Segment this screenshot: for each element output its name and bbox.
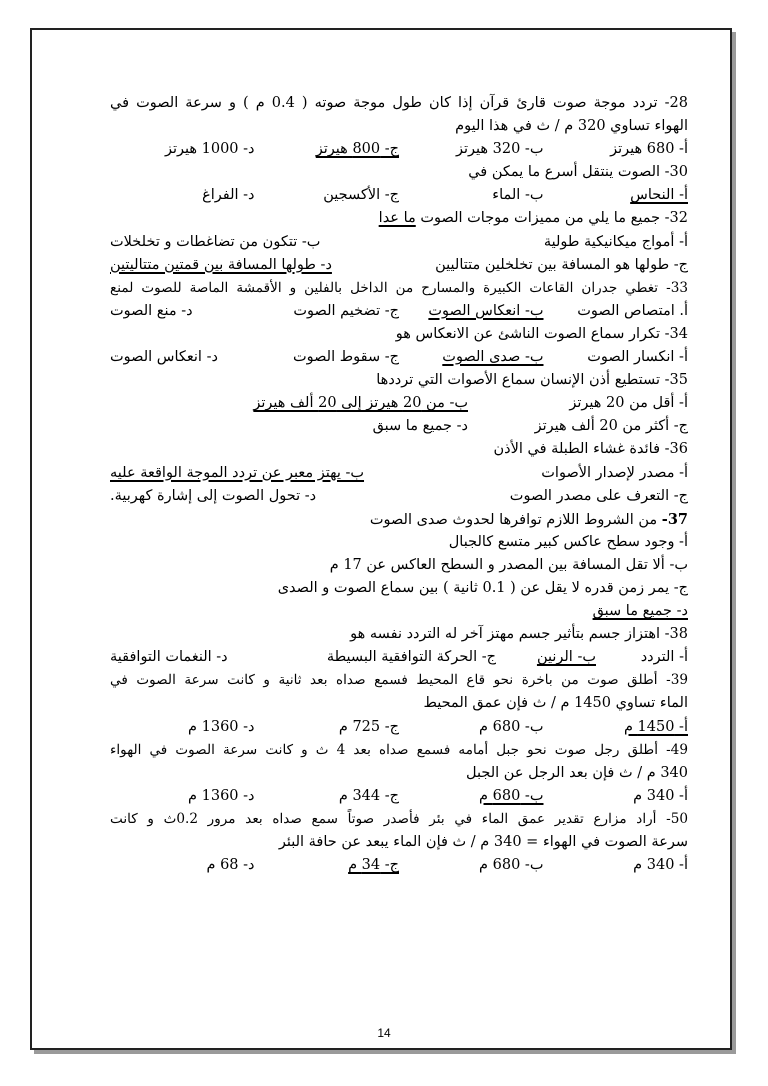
option-d: د- انعكاس الصوت [110, 349, 218, 366]
question-38-options [110, 646, 688, 669]
option-d-answer: د- طولها المسافة بين قمتين متتاليتين [110, 256, 332, 273]
option-d: د- جميع ما سبق [372, 418, 468, 435]
option-d-answer: د- جميع ما سبق [592, 603, 688, 620]
option-d: د- منع الصوت [110, 302, 193, 319]
option-a: أ- 340 م [633, 857, 688, 874]
question-39-text: 39- أطلق صوت من باخرة نحو قاع المحيط فسمع صداه بعد ثانية و كانت سرعة الصوت في [110, 672, 688, 689]
question-39-text-cont: الماء تساوي 1450 م / ث فإن عمق المحيط [423, 695, 688, 712]
question-28-options [110, 138, 688, 161]
question-38-text: 38- اهتزاز جسم بتأثير جسم مهتز آخر له التردد نفسه هو [350, 626, 688, 643]
option-a: أ. امتصاص الصوت [577, 302, 688, 319]
question-28-text: 28- تردد موجة صوت قارئ قرآن إذا كان طول موجة صوته ( 0.4 م ) و سرعة الصوت في [110, 95, 688, 111]
option-b: ب- 680 م [479, 857, 544, 874]
question-37-text: 37- من الشروط اللازم توافرها لحدوث صدى الصوت [369, 510, 688, 528]
option-d: د- تحول الصوت إلى إشارة كهربية. [110, 487, 317, 504]
question-49-options [110, 785, 688, 808]
question-35-options-cd [110, 415, 688, 438]
option-d: د- النغمات التوافقية [110, 649, 228, 666]
question-30-text: 30- الصوت ينتقل أسرع ما يمكن في [468, 164, 688, 181]
option-a: أ- مصدر لإصدار الأصوات [541, 464, 688, 481]
question-30-options [110, 184, 688, 207]
option-c: ج- التعرف على مصدر الصوت [509, 487, 688, 504]
question-28-text-cont: الهواء تساوي 320 م / ث في هذا اليوم [455, 118, 688, 135]
question-34-options [110, 346, 688, 369]
question-34-text: 34- تكرار سماع الصوت الناشئ عن الانعكاس هو [395, 325, 688, 342]
option-c-answer: ج- 800 هيرتز [315, 141, 399, 158]
option-b: ب- الماء [492, 187, 544, 204]
question-32-options-cd [110, 254, 688, 277]
question-37-number: 37- [661, 510, 688, 528]
option-c: ج- أكثر من 20 ألف هيرتز [534, 418, 688, 435]
option-a: أ- أمواج ميكانيكية طولية [543, 233, 688, 250]
option-c: ج- طولها هو المسافة بين تخلخلين متتاليين [435, 256, 688, 273]
option-a: أ- التردد [640, 649, 688, 666]
option-b: ب- 680 م [479, 718, 544, 735]
question-35-text: 35- تستطيع أذن الإنسان سماع الأصوات التي ترددها [376, 372, 688, 389]
question-49-text: 49- أطلق رجل صوت نحو جبل أمامه فسمع صداه بعد 4 ث و كانت سرعة الصوت في الهواء [110, 741, 688, 758]
question-39-options [110, 716, 688, 739]
question-36-options-ab [110, 462, 688, 485]
option-c: ج- 344 م [338, 787, 399, 804]
option-c: ج- تضخيم الصوت [293, 302, 399, 319]
option-a: أ- انكسار الصوت [587, 349, 688, 366]
option-d: د- 1360 م [188, 787, 255, 804]
option-a: أ- وجود سطح عاكس كبير متسع كالجبال [448, 533, 688, 550]
option-c: ج- الأكسجين [323, 187, 399, 204]
option-a-answer: أ- 1450 م [623, 718, 688, 735]
exam-content [110, 92, 688, 877]
option-b: ب- تتكون من تضاغطات و تخلخلات [110, 233, 321, 250]
except-keyword: ما عدا [378, 210, 416, 227]
option-b-answer: ب- انعكاس الصوت [428, 302, 544, 319]
option-d: د- 68 م [206, 857, 255, 874]
question-50-text-cont: سرعة الصوت في الهواء = 340 م / ث فإن الماء يبعد عن حافة البئر [278, 834, 688, 850]
question-32-text: 32- جميع ما يلي من مميزات موجات الصوت ما عدا [378, 210, 688, 227]
question-50-text: 50- أراد مزارع تقدير عمق الماء في بئر فأصدر صوتاً سمع صداه بعد مرور 0.2ث و كانت [110, 810, 688, 827]
option-c: ج- سقوط الصوت [292, 349, 399, 366]
option-d: د- 1360 م [188, 718, 255, 735]
question-36-options-cd [110, 485, 688, 508]
option-b-answer: ب- 680 م [479, 787, 544, 804]
option-c: ج- 725 م [338, 718, 399, 735]
question-32-options-ab [110, 231, 688, 254]
option-c: ج- الحركة التوافقية البسيطة [326, 649, 496, 666]
option-b-answer: ب- الرنين [536, 649, 596, 666]
option-b-answer: ب- صدى الصوت [442, 349, 544, 366]
option-a: أ- 340 م [633, 787, 688, 804]
option-a-answer: أ- النحاس [630, 187, 688, 204]
question-50-options [110, 854, 688, 877]
option-b: ب- 320 هيرتز [455, 141, 544, 158]
option-d: د- 1000 هيرتز [164, 141, 255, 158]
option-b-answer: ب- يهتز معبر عن تردد الموجة الواقعة عليه [110, 464, 365, 481]
question-33-options [110, 300, 688, 323]
option-b-answer: ب- من 20 هيرتز إلى 20 ألف هيرتز [253, 395, 468, 412]
question-35-options-ab [110, 392, 688, 415]
option-d: د- الفراغ [202, 187, 255, 204]
option-c: ج- يمر زمن قدره لا يقل عن ( 0.1 ثانية ) بين سماع الصوت و الصدى [277, 579, 688, 596]
option-b: ب- ألا تقل المسافة بين المصدر و السطح العاكس عن 17 م [329, 556, 688, 573]
question-33-text: 33- تغطي جدران القاعات الكبيرة والمسارح من الداخل بالفلين و الأقمشة الماصة للصوت لمنع [110, 279, 688, 296]
question-49-text-cont: 340 م / ث فإن بعد الرجل عن الجبل [466, 764, 688, 781]
page-number: 14 [377, 1026, 391, 1040]
option-a: أ- أقل من 20 هيرتز [569, 395, 688, 412]
option-a: أ- 680 هيرتز [610, 141, 688, 158]
option-c-answer: ج- 34 م [348, 857, 399, 874]
question-36-text: 36- فائدة غشاء الطبلة في الأذن [493, 441, 688, 458]
